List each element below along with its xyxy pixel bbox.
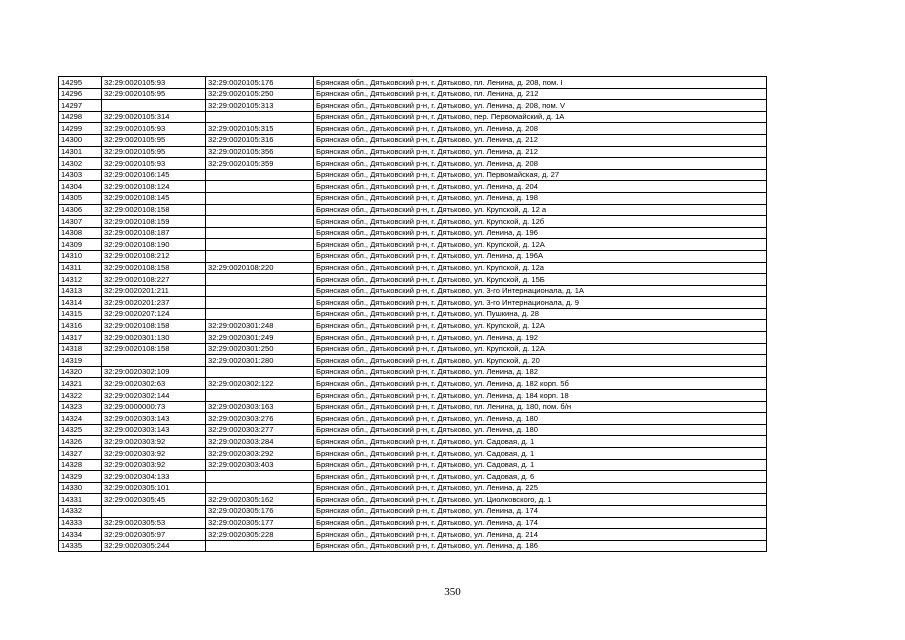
table-row (59, 482, 767, 494)
cadastral-number-cell: 32:29:0020108:227 (102, 274, 206, 286)
object-cadastral-number-cell (206, 169, 314, 181)
object-cadastral-number-cell: 32:29:0020105:315 (206, 123, 314, 135)
row-number-cell: 14332 (59, 505, 102, 517)
cadastral-number-cell: 32:29:0020108:187 (102, 227, 206, 239)
table-row (59, 332, 767, 344)
table-row (59, 227, 767, 239)
row-number-cell: 14333 (59, 517, 102, 529)
table-row (59, 529, 767, 541)
address-cell: Брянская обл., Дятьковский р-н, г. Дятьково, ул. Ленина, д. 180 (314, 424, 767, 436)
cadastral-number-cell: 32:29:0000000:73 (102, 401, 206, 413)
row-number-cell: 14335 (59, 540, 102, 552)
cadastral-number-cell: 32:29:0020105:93 (102, 123, 206, 135)
address-cell: Брянская обл., Дятьковский р-н, г. Дятьково, ул. Крупской, д. 12А (314, 239, 767, 251)
address-cell: Брянская обл., Дятьковский р-н, г. Дятьково, ул. Ленина, д. 174 (314, 517, 767, 529)
table-row (59, 216, 767, 228)
cadastral-number-cell (102, 100, 206, 112)
address-cell: Брянская обл., Дятьковский р-н, г. Дятьково, ул. Пушкина, д. 28 (314, 308, 767, 320)
cadastral-number-cell: 32:29:0020301:130 (102, 332, 206, 344)
table-row (59, 366, 767, 378)
row-number-cell: 14306 (59, 204, 102, 216)
object-cadastral-number-cell: 32:29:0020303:403 (206, 459, 314, 471)
page-number: 350 (444, 586, 461, 598)
object-cadastral-number-cell (206, 239, 314, 251)
row-number-cell: 14303 (59, 169, 102, 181)
cadastral-number-cell: 32:29:0020108:158 (102, 204, 206, 216)
table-row (59, 181, 767, 193)
object-cadastral-number-cell: 32:29:0020105:313 (206, 100, 314, 112)
table-row (59, 158, 767, 170)
table-row (59, 413, 767, 425)
address-cell: Брянская обл., Дятьковский р-н, г. Дятьково, пл. Ленина, д. 212 (314, 88, 767, 100)
table-row (59, 192, 767, 204)
object-cadastral-number-cell: 32:29:0020105:176 (206, 77, 314, 89)
cadastral-number-cell: 32:29:0020105:95 (102, 88, 206, 100)
table-row (59, 459, 767, 471)
table-row (59, 123, 767, 135)
cadastral-number-cell: 32:29:0020108:145 (102, 192, 206, 204)
cadastral-number-cell: 32:29:0020305:101 (102, 482, 206, 494)
cadastral-number-cell: 32:29:0020106:145 (102, 169, 206, 181)
address-cell: Брянская обл., Дятьковский р-н, г. Дятьково, пл. Ленина, д. 208, пом. I (314, 77, 767, 89)
row-number-cell: 14319 (59, 355, 102, 367)
table-row (59, 424, 767, 436)
row-number-cell: 14334 (59, 529, 102, 541)
cadastral-number-cell: 32:29:0020108:124 (102, 181, 206, 193)
table-row (59, 355, 767, 367)
address-cell: Брянская обл., Дятьковский р-н, г. Дятьково, ул. Садовая, д. 1 (314, 448, 767, 460)
row-number-cell: 14315 (59, 308, 102, 320)
address-cell: Брянская обл., Дятьковский р-н, г. Дятьково, ул. Ленина, д. 225 (314, 482, 767, 494)
object-cadastral-number-cell (206, 471, 314, 483)
object-cadastral-number-cell (206, 366, 314, 378)
object-cadastral-number-cell (206, 308, 314, 320)
row-number-cell: 14302 (59, 158, 102, 170)
row-number-cell: 14316 (59, 320, 102, 332)
row-number-cell: 14318 (59, 343, 102, 355)
cadastral-number-cell: 32:29:0020105:95 (102, 146, 206, 158)
table-row (59, 88, 767, 100)
cadastral-number-cell: 32:29:0020302:109 (102, 366, 206, 378)
table-row (59, 274, 767, 286)
object-cadastral-number-cell (206, 274, 314, 286)
table-row (59, 320, 767, 332)
address-cell: Брянская обл., Дятьковский р-н, г. Дятьково, пер. Первомайский, д. 1А (314, 111, 767, 123)
row-number-cell: 14326 (59, 436, 102, 448)
cadastral-number-cell: 32:29:0020105:314 (102, 111, 206, 123)
row-number-cell: 14296 (59, 88, 102, 100)
table-row (59, 100, 767, 112)
address-cell: Брянская обл., Дятьковский р-н, г. Дятьково, ул. Ленина, д. 204 (314, 181, 767, 193)
address-cell: Брянская обл., Дятьковский р-н, г. Дятьково, ул. Ленина, д. 198 (314, 192, 767, 204)
address-cell: Брянская обл., Дятьковский р-н, г. Дятьково, ул. Ленина, д. 208 (314, 123, 767, 135)
table-row (59, 146, 767, 158)
row-number-cell: 14309 (59, 239, 102, 251)
cadastral-number-cell: 32:29:0020201:211 (102, 285, 206, 297)
address-cell: Брянская обл., Дятьковский р-н, г. Дятьково, ул. Крупской, д. 12 а (314, 204, 767, 216)
row-number-cell: 14300 (59, 134, 102, 146)
row-number-cell: 14313 (59, 285, 102, 297)
object-cadastral-number-cell (206, 390, 314, 402)
cadastral-number-cell: 32:29:0020303:143 (102, 413, 206, 425)
cadastral-number-cell: 32:29:0020105:93 (102, 158, 206, 170)
object-cadastral-number-cell: 32:29:0020305:228 (206, 529, 314, 541)
object-cadastral-number-cell (206, 250, 314, 262)
table-row (59, 111, 767, 123)
row-number-cell: 14330 (59, 482, 102, 494)
table-row (59, 448, 767, 460)
address-cell: Брянская обл., Дятьковский р-н, г. Дятьково, ул. Крупской, д. 12б (314, 216, 767, 228)
cadastral-number-cell: 32:29:0020303:92 (102, 436, 206, 448)
table-row (59, 134, 767, 146)
row-number-cell: 14323 (59, 401, 102, 413)
object-cadastral-number-cell: 32:29:0020303:277 (206, 424, 314, 436)
object-cadastral-number-cell (206, 482, 314, 494)
row-number-cell: 14324 (59, 413, 102, 425)
table-row (59, 517, 767, 529)
row-number-cell: 14308 (59, 227, 102, 239)
object-cadastral-number-cell: 32:29:0020108:220 (206, 262, 314, 274)
row-number-cell: 14307 (59, 216, 102, 228)
cadastral-register-table (58, 76, 767, 552)
object-cadastral-number-cell (206, 204, 314, 216)
table-body (59, 77, 767, 552)
table-row (59, 250, 767, 262)
cadastral-number-cell: 32:29:0020108:159 (102, 216, 206, 228)
object-cadastral-number-cell: 32:29:0020105:316 (206, 134, 314, 146)
address-cell: Брянская обл., Дятьковский р-н, г. Дятьково, ул. Ленина, д. 182 корп. 5б (314, 378, 767, 390)
address-cell: Брянская обл., Дятьковский р-н, г. Дятьково, ул. Ленина, д. 174 (314, 505, 767, 517)
table-row (59, 169, 767, 181)
table-row (59, 540, 767, 552)
object-cadastral-number-cell: 32:29:0020105:359 (206, 158, 314, 170)
address-cell: Брянская обл., Дятьковский р-н, г. Дятьково, ул. Ленина, д. 214 (314, 529, 767, 541)
row-number-cell: 14310 (59, 250, 102, 262)
object-cadastral-number-cell: 32:29:0020105:250 (206, 88, 314, 100)
address-cell: Брянская обл., Дятьковский р-н, г. Дятьково, ул. Ленина, д. 208, пом. V (314, 100, 767, 112)
address-cell: Брянская обл., Дятьковский р-н, г. Дятьково, ул. Садовая, д. 1 (314, 459, 767, 471)
address-cell: Брянская обл., Дятьковский р-н, г. Дятьково, ул. Ленина, д. 212 (314, 134, 767, 146)
object-cadastral-number-cell (206, 297, 314, 309)
address-cell: Брянская обл., Дятьковский р-н, г. Дятьково, ул. 3-го Интернационала, д. 1А (314, 285, 767, 297)
cadastral-number-cell: 32:29:0020305:53 (102, 517, 206, 529)
object-cadastral-number-cell: 32:29:0020302:122 (206, 378, 314, 390)
cadastral-number-cell: 32:29:0020105:93 (102, 77, 206, 89)
cadastral-number-cell: 32:29:0020108:158 (102, 343, 206, 355)
row-number-cell: 14298 (59, 111, 102, 123)
table-row (59, 204, 767, 216)
table-row (59, 390, 767, 402)
object-cadastral-number-cell (206, 540, 314, 552)
object-cadastral-number-cell: 32:29:0020305:176 (206, 505, 314, 517)
cadastral-number-cell: 32:29:0020305:97 (102, 529, 206, 541)
object-cadastral-number-cell: 32:29:0020301:250 (206, 343, 314, 355)
cadastral-number-cell: 32:29:0020302:63 (102, 378, 206, 390)
table-row (59, 436, 767, 448)
cadastral-number-cell: 32:29:0020305:244 (102, 540, 206, 552)
row-number-cell: 14297 (59, 100, 102, 112)
object-cadastral-number-cell: 32:29:0020303:292 (206, 448, 314, 460)
object-cadastral-number-cell: 32:29:0020301:249 (206, 332, 314, 344)
address-cell: Брянская обл., Дятьковский р-н, г. Дятьково, ул. Садовая, д. 6 (314, 471, 767, 483)
cadastral-number-cell: 32:29:0020305:45 (102, 494, 206, 506)
row-number-cell: 14328 (59, 459, 102, 471)
cadastral-number-cell (102, 505, 206, 517)
cadastral-number-cell: 32:29:0020303:143 (102, 424, 206, 436)
object-cadastral-number-cell: 32:29:0020301:248 (206, 320, 314, 332)
address-cell: Брянская обл., Дятьковский р-н, г. Дятьково, ул. Крупской, д. 12А (314, 343, 767, 355)
row-number-cell: 14299 (59, 123, 102, 135)
cadastral-number-cell: 32:29:0020108:190 (102, 239, 206, 251)
cadastral-number-cell: 32:29:0020108:212 (102, 250, 206, 262)
address-cell: Брянская обл., Дятьковский р-н, г. Дятьково, ул. Ленина, д. 196А (314, 250, 767, 262)
address-cell: Брянская обл., Дятьковский р-н, г. Дятьково, пл. Ленина, д. 180, пом. б/н (314, 401, 767, 413)
table-row (59, 297, 767, 309)
row-number-cell: 14322 (59, 390, 102, 402)
table-row (59, 262, 767, 274)
address-cell: Брянская обл., Дятьковский р-н, г. Дятьково, ул. Крупской, д. 12А (314, 320, 767, 332)
object-cadastral-number-cell: 32:29:0020303:284 (206, 436, 314, 448)
table-row (59, 494, 767, 506)
row-number-cell: 14320 (59, 366, 102, 378)
cadastral-number-cell (102, 355, 206, 367)
object-cadastral-number-cell: 32:29:0020303:276 (206, 413, 314, 425)
table-row (59, 505, 767, 517)
table-row (59, 77, 767, 89)
table-row (59, 239, 767, 251)
row-number-cell: 14314 (59, 297, 102, 309)
object-cadastral-number-cell: 32:29:0020305:162 (206, 494, 314, 506)
cadastral-number-cell: 32:29:0020201:237 (102, 297, 206, 309)
row-number-cell: 14329 (59, 471, 102, 483)
row-number-cell: 14317 (59, 332, 102, 344)
row-number-cell: 14325 (59, 424, 102, 436)
address-cell: Брянская обл., Дятьковский р-н, г. Дятьково, ул. Садовая, д. 1 (314, 436, 767, 448)
address-cell: Брянская обл., Дятьковский р-н, г. Дятьково, ул. Крупской, д. 15Б (314, 274, 767, 286)
address-cell: Брянская обл., Дятьковский р-н, г. Дятьково, ул. Циолковского, д. 1 (314, 494, 767, 506)
row-number-cell: 14295 (59, 77, 102, 89)
address-cell: Брянская обл., Дятьковский р-н, г. Дятьково, ул. Ленина, д. 180 (314, 413, 767, 425)
object-cadastral-number-cell: 32:29:0020305:177 (206, 517, 314, 529)
table-row (59, 343, 767, 355)
row-number-cell: 14312 (59, 274, 102, 286)
address-cell: Брянская обл., Дятьковский р-н, г. Дятьково, ул. Ленина, д. 184 корп. 18 (314, 390, 767, 402)
row-number-cell: 14321 (59, 378, 102, 390)
address-cell: Брянская обл., Дятьковский р-н, г. Дятьково, ул. Ленина, д. 196 (314, 227, 767, 239)
object-cadastral-number-cell (206, 227, 314, 239)
cadastral-number-cell: 32:29:0020105:95 (102, 134, 206, 146)
address-cell: Брянская обл., Дятьковский р-н, г. Дятьково, ул. Ленина, д. 182 (314, 366, 767, 378)
table-row (59, 285, 767, 297)
address-cell: Брянская обл., Дятьковский р-н, г. Дятьково, ул. 3-го Интернационала, д. 9 (314, 297, 767, 309)
cadastral-number-cell: 32:29:0020303:92 (102, 459, 206, 471)
cadastral-number-cell: 32:29:0020207:124 (102, 308, 206, 320)
address-cell: Брянская обл., Дятьковский р-н, г. Дятьково, ул. Ленина, д. 192 (314, 332, 767, 344)
object-cadastral-number-cell (206, 192, 314, 204)
address-cell: Брянская обл., Дятьковский р-н, г. Дятьково, ул. Ленина, д. 208 (314, 158, 767, 170)
cadastral-number-cell: 32:29:0020302:144 (102, 390, 206, 402)
row-number-cell: 14301 (59, 146, 102, 158)
object-cadastral-number-cell: 32:29:0020301:280 (206, 355, 314, 367)
address-cell: Брянская обл., Дятьковский р-н, г. Дятьково, ул. Первомайская, д. 27 (314, 169, 767, 181)
row-number-cell: 14331 (59, 494, 102, 506)
row-number-cell: 14311 (59, 262, 102, 274)
address-cell: Брянская обл., Дятьковский р-н, г. Дятьково, ул. Крупской, д. 20 (314, 355, 767, 367)
cadastral-number-cell: 32:29:0020303:92 (102, 448, 206, 460)
table-row (59, 401, 767, 413)
object-cadastral-number-cell (206, 285, 314, 297)
address-cell: Брянская обл., Дятьковский р-н, г. Дятьково, ул. Ленина, д. 186 (314, 540, 767, 552)
table-row (59, 308, 767, 320)
cadastral-number-cell: 32:29:0020108:158 (102, 262, 206, 274)
row-number-cell: 14327 (59, 448, 102, 460)
object-cadastral-number-cell: 32:29:0020105:356 (206, 146, 314, 158)
row-number-cell: 14305 (59, 192, 102, 204)
cadastral-number-cell: 32:29:0020304:133 (102, 471, 206, 483)
object-cadastral-number-cell (206, 216, 314, 228)
row-number-cell: 14304 (59, 181, 102, 193)
address-cell: Брянская обл., Дятьковский р-н, г. Дятьково, ул. Ленина, д. 212 (314, 146, 767, 158)
table-row (59, 471, 767, 483)
cadastral-number-cell: 32:29:0020108:158 (102, 320, 206, 332)
object-cadastral-number-cell: 32:29:0020303:163 (206, 401, 314, 413)
object-cadastral-number-cell (206, 181, 314, 193)
address-cell: Брянская обл., Дятьковский р-н, г. Дятьково, ул. Крупской, д. 12а (314, 262, 767, 274)
table-row (59, 378, 767, 390)
object-cadastral-number-cell (206, 111, 314, 123)
